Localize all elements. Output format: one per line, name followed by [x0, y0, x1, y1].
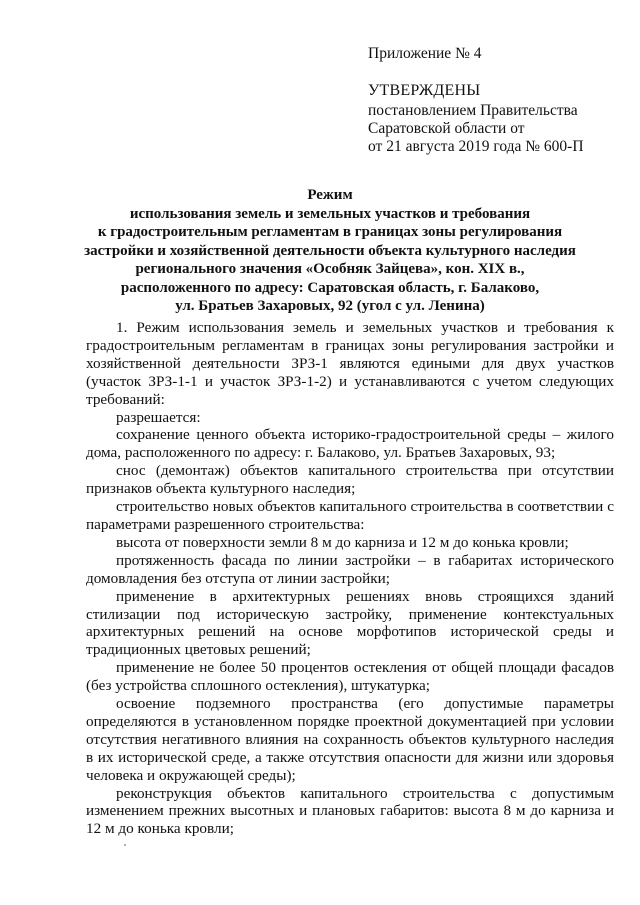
- body-paragraph: применение не более 50 процентов остекления от общей площади фасадов (без устройства сплошного остекления), штукатурка;: [86, 659, 614, 695]
- document-body: [86, 319, 614, 838]
- body-paragraph: протяженность фасада по линии застройки – в габаритах исторического домовладения без отступа от линии застройки;: [86, 551, 614, 587]
- approved-heading: УТВЕРЖДЕНЫ: [368, 82, 481, 99]
- title-line: Режим: [307, 187, 353, 203]
- title-line: ул. Братьев Захаровых, 92 (угол с ул. Ленина): [175, 298, 485, 314]
- approval-line: от 21 августа 2019 года № 600-П: [368, 138, 584, 155]
- approval-block: [368, 82, 584, 156]
- body-paragraph: снос (демонтаж) объектов капитального строительства при отсутствии признаков объекта культурного наследия;: [86, 462, 614, 498]
- body-paragraph: применение в архитектурных решениях вновь строящихся зданий стилизации под историческую застройку, применение контекстуальных архитектурных решений на основе морфотипов исторической среды и традиционных цветовых решений;: [86, 587, 614, 659]
- body-paragraph: строительство новых объектов капитального строительства в соответствии с параметрами разрешенного строительства:: [86, 498, 614, 533]
- title-line: использования земель и земельных участков и требования: [129, 205, 531, 222]
- title-line: регионального значения «Особняк Зайцева», кон. XIX в.,: [135, 261, 525, 277]
- title-line: застройки и хозяйственной деятельности объекта культурного наследия: [84, 242, 576, 259]
- title-line: расположенного по адресу: Саратовская область, г. Балаково,: [120, 279, 540, 296]
- body-paragraph: реконструкция объектов капитального строительства с допустимым изменением прежних высотных и плановых габаритов: высота 8 м до карниза и 12 м до конька кровли;: [86, 784, 614, 838]
- approval-line: Саратовской области от: [368, 120, 525, 137]
- document-title: [60, 186, 600, 316]
- body-paragraph: 1. Режим использования земель и земельных участков и требования к градостроительным регламентам в границах зоны регулирования застройки и хозяйственной деятельности ЗРЗ-1 являются едиными для двух участков (участок ЗРЗ-1-1 и участок ЗРЗ-1-2) и устанавливаются с учетом следующих требований:: [86, 319, 614, 408]
- approval-line: постановлением Правительства: [368, 102, 578, 119]
- body-paragraph: освоение подземного пространства (его допустимые параметры определяются в установленном порядке проектной документацией при условии отсутствия негативного влияния на сохранность объектов культурного наследия в их исторической среде, а также отсутствия опасности для жизни или здоровья человека и окружающей среды);: [86, 695, 614, 784]
- body-paragraph: высота от поверхности земли 8 м до карниза и 12 м до конька кровли;: [116, 533, 569, 551]
- title-line: к градостроительным регламентам в границах зоны регулирования: [97, 224, 563, 240]
- body-paragraph: разрешается:: [116, 408, 201, 426]
- body-paragraph: сохранение ценного объекта историко-градостроительной среды – жилого дома, расположенного по адресу: г. Балаково, ул. Братьев Захаровых, 93;: [86, 426, 614, 462]
- appendix-label: Приложение № 4: [368, 45, 482, 62]
- scan-speck: [124, 844, 126, 846]
